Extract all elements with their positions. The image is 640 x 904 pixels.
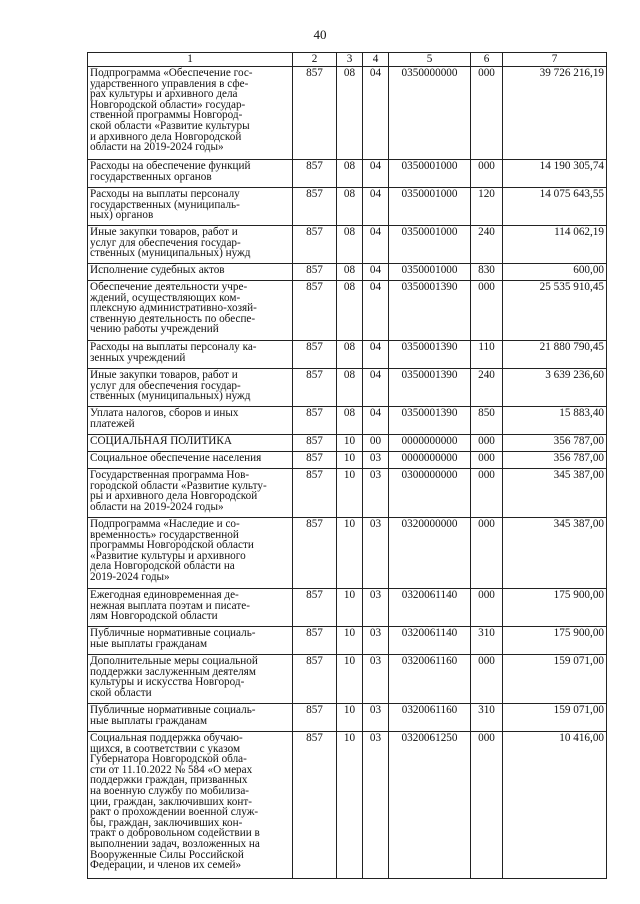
row-name: Подпрограмма «Наследие и со- временность» государственной программы Новгородской области «Развитие культуры и архивного дела Новгородской области на 2019-2024 годы» [88,518,293,589]
cell-grbs-code: 857 [293,67,337,160]
cell-subsection-code: 04 [363,67,389,160]
cell-target-article: 0000000000 [389,435,471,452]
cell-section-code: 08 [337,281,363,341]
cell-amount: 356 787,00 [503,435,607,452]
cell-target-article: 0350000000 [389,67,471,160]
cell-amount: 25 535 910,45 [503,281,607,341]
cell-subsection-code: 03 [363,627,389,655]
cell-amount: 159 071,00 [503,655,607,704]
cell-grbs-code: 857 [293,704,337,732]
row-name: Исполнение судебных актов [88,264,293,281]
cell-grbs-code: 857 [293,518,337,589]
cell-amount: 356 787,00 [503,452,607,469]
table-row [88,341,607,369]
cell-target-article: 0350001000 [389,160,471,188]
cell-subsection-code: 03 [363,655,389,704]
header-cell: 5 [389,53,471,67]
cell-section-code: 08 [337,264,363,281]
cell-expense-type: 310 [471,627,503,655]
cell-target-article: 0350001000 [389,264,471,281]
cell-section-code: 10 [337,732,363,879]
cell-grbs-code: 857 [293,469,337,518]
cell-section-code: 10 [337,627,363,655]
row-name: Расходы на выплаты персоналу государственных (муниципаль- ных) органов [88,188,293,226]
cell-grbs-code: 857 [293,160,337,188]
row-name: Иные закупки товаров, работ и услуг для обеспечения государ- ственных (муниципальных) нужд [88,369,293,407]
table-row [88,627,607,655]
cell-section-code: 08 [337,188,363,226]
table-row [88,226,607,264]
cell-target-article: 0300000000 [389,469,471,518]
cell-expense-type: 120 [471,188,503,226]
cell-expense-type: 850 [471,407,503,435]
cell-expense-type: 000 [471,589,503,627]
cell-subsection-code: 03 [363,589,389,627]
cell-section-code: 10 [337,655,363,704]
cell-amount: 345 387,00 [503,518,607,589]
cell-grbs-code: 857 [293,264,337,281]
table-row [88,704,607,732]
cell-amount: 15 883,40 [503,407,607,435]
cell-grbs-code: 857 [293,341,337,369]
cell-subsection-code: 03 [363,518,389,589]
table-row [88,188,607,226]
cell-target-article: 0320061250 [389,732,471,879]
cell-expense-type: 000 [471,435,503,452]
cell-subsection-code: 04 [363,281,389,341]
cell-expense-type: 830 [471,264,503,281]
cell-subsection-code: 04 [363,188,389,226]
cell-grbs-code: 857 [293,732,337,879]
table-row [88,160,607,188]
cell-expense-type: 000 [471,160,503,188]
cell-target-article: 0320061160 [389,704,471,732]
cell-target-article: 0320061140 [389,627,471,655]
cell-amount: 159 071,00 [503,704,607,732]
cell-subsection-code: 04 [363,226,389,264]
cell-subsection-code: 03 [363,469,389,518]
cell-section-code: 08 [337,341,363,369]
cell-amount: 175 900,00 [503,589,607,627]
row-name: Публичные нормативные социаль- ные выплаты гражданам [88,704,293,732]
cell-amount: 21 880 790,45 [503,341,607,369]
cell-section-code: 10 [337,452,363,469]
cell-subsection-code: 04 [363,160,389,188]
cell-amount: 10 416,00 [503,732,607,879]
cell-expense-type: 000 [471,518,503,589]
table-row [88,407,607,435]
cell-expense-type: 000 [471,281,503,341]
cell-section-code: 08 [337,67,363,160]
header-cell: 3 [337,53,363,67]
header-cell: 2 [293,53,337,67]
table-row [88,518,607,589]
cell-grbs-code: 857 [293,627,337,655]
table-header-row [88,53,607,67]
cell-target-article: 0350001390 [389,407,471,435]
header-cell: 7 [503,53,607,67]
cell-amount: 345 387,00 [503,469,607,518]
cell-expense-type: 240 [471,369,503,407]
cell-grbs-code: 857 [293,589,337,627]
cell-subsection-code: 04 [363,407,389,435]
cell-target-article: 0350001000 [389,188,471,226]
row-name: Дополнительные меры социальной поддержки заслуженным деятелям культуры и искусства Новгород- ской области [88,655,293,704]
cell-expense-type: 310 [471,704,503,732]
cell-section-code: 08 [337,407,363,435]
row-name: Обеспечение деятельности учре- ждений, осуществляющих ком- плексную административно-хозяй- ственную деятельность по обеспе- чению работы учреждений [88,281,293,341]
cell-amount: 39 726 216,19 [503,67,607,160]
table-row [88,469,607,518]
header-cell: 6 [471,53,503,67]
cell-grbs-code: 857 [293,655,337,704]
cell-target-article: 0320000000 [389,518,471,589]
row-name: Расходы на обеспечение функций государственных органов [88,160,293,188]
cell-target-article: 0000000000 [389,452,471,469]
cell-subsection-code: 00 [363,435,389,452]
row-name: Ежегодная единовременная де- нежная выплата поэтам и писате- лям Новгородской области [88,589,293,627]
row-name: Государственная программа Нов- городской области «Развитие культу- ры и архивного дела Новгородской области на 2019-2024 годы» [88,469,293,518]
cell-grbs-code: 857 [293,452,337,469]
header-cell: 4 [363,53,389,67]
cell-grbs-code: 857 [293,407,337,435]
cell-section-code: 10 [337,518,363,589]
cell-target-article: 0350001390 [389,341,471,369]
cell-section-code: 10 [337,435,363,452]
cell-target-article: 0320061140 [389,589,471,627]
row-name: Расходы на выплаты персоналу ка- зенных учреждений [88,341,293,369]
cell-amount: 14 075 643,55 [503,188,607,226]
cell-grbs-code: 857 [293,369,337,407]
budget-table [87,52,607,879]
cell-section-code: 10 [337,469,363,518]
table-row [88,452,607,469]
cell-section-code: 10 [337,704,363,732]
cell-grbs-code: 857 [293,226,337,264]
table-row [88,281,607,341]
row-name: Иные закупки товаров, работ и услуг для обеспечения государ- ственных (муниципальных) нужд [88,226,293,264]
cell-subsection-code: 04 [363,341,389,369]
cell-subsection-code: 03 [363,452,389,469]
table-row [88,655,607,704]
cell-amount: 600,00 [503,264,607,281]
cell-amount: 14 190 305,74 [503,160,607,188]
cell-expense-type: 110 [471,341,503,369]
table-row [88,67,607,160]
row-name: СОЦИАЛЬНАЯ ПОЛИТИКА [88,435,293,452]
cell-subsection-code: 04 [363,264,389,281]
table-row [88,369,607,407]
cell-expense-type: 240 [471,226,503,264]
table-row [88,732,607,879]
cell-target-article: 0350001390 [389,369,471,407]
cell-section-code: 08 [337,369,363,407]
cell-expense-type: 000 [471,732,503,879]
row-name: Социальная поддержка обучаю- щихся, в соответствии с указом Губернатора Новгородской обла- сти от 11.10.2022 № 584 «О мерах поддержки граждан, призванных на военную службу по мобилиза- ции, граждан, заключивших конт- ракт о прохождении военной служ- бы, граждан, заключивших кон- тракт о добровольном содействии в выполнении задач, возложенных на Вооруженные Силы Российской Федерации, и членов их семей» [88,732,293,879]
header-cell: 1 [88,53,293,67]
cell-expense-type: 000 [471,655,503,704]
cell-subsection-code: 03 [363,704,389,732]
row-name: Уплата налогов, сборов и иных платежей [88,407,293,435]
cell-subsection-code: 04 [363,369,389,407]
cell-expense-type: 000 [471,452,503,469]
cell-section-code: 08 [337,160,363,188]
cell-grbs-code: 857 [293,281,337,341]
cell-amount: 175 900,00 [503,627,607,655]
cell-section-code: 08 [337,226,363,264]
cell-grbs-code: 857 [293,435,337,452]
cell-amount: 3 639 236,60 [503,369,607,407]
table-row [88,435,607,452]
cell-expense-type: 000 [471,67,503,160]
cell-target-article: 0320061160 [389,655,471,704]
page-number: 40 [313,27,327,42]
row-name: Подпрограмма «Обеспечение гос- ударственного управления в сфе- рах культуры и архивного дела Новгородской области» государ- ственной программы Новгород- ской области «Развитие культуры и архивного дела Новгородской области на 2019-2024 годы» [88,67,293,160]
row-name: Публичные нормативные социаль- ные выплаты гражданам [88,627,293,655]
cell-target-article: 0350001000 [389,226,471,264]
table-row [88,589,607,627]
cell-section-code: 10 [337,589,363,627]
cell-target-article: 0350001390 [389,281,471,341]
cell-grbs-code: 857 [293,188,337,226]
row-name: Социальное обеспечение населения [88,452,293,469]
cell-expense-type: 000 [471,469,503,518]
cell-amount: 114 062,19 [503,226,607,264]
table-row [88,264,607,281]
cell-subsection-code: 03 [363,732,389,879]
